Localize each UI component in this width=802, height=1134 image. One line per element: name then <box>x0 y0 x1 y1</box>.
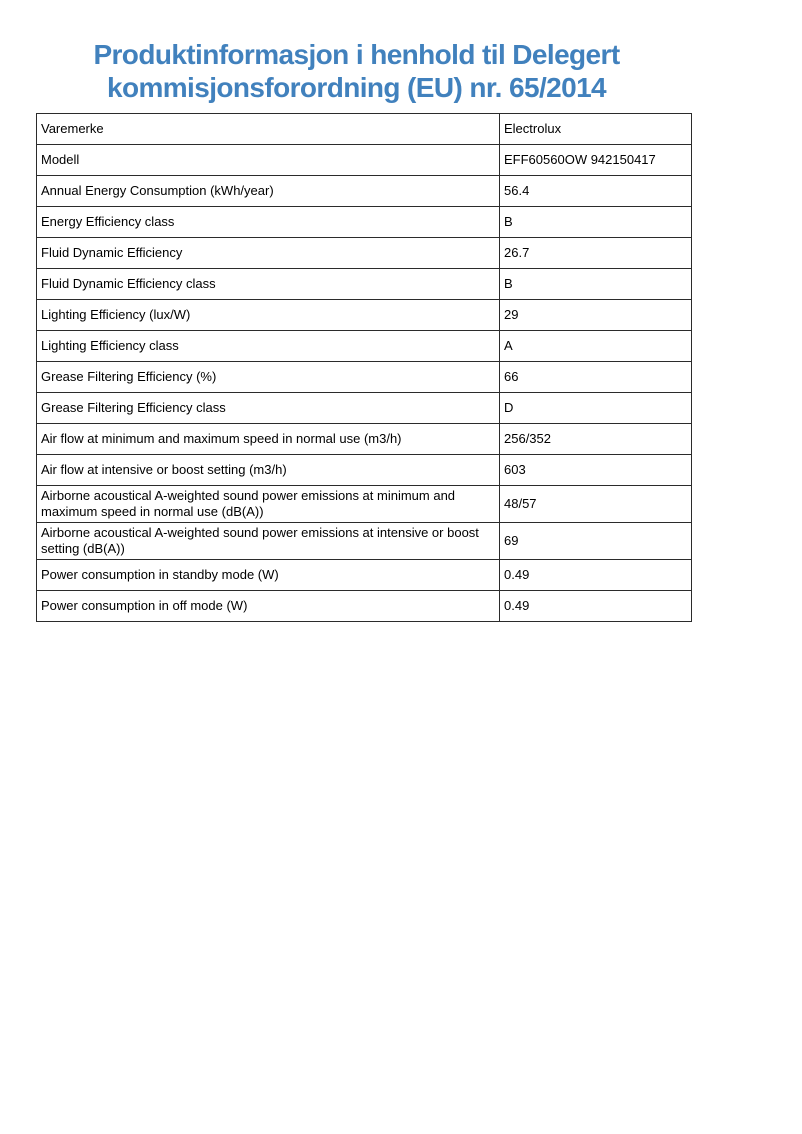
page-title-line2: kommisjonsforordning (EU) nr. 65/2014 <box>106 72 607 103</box>
table-row <box>37 176 692 207</box>
table-row <box>37 486 692 523</box>
spec-value-cell: 29 <box>500 300 692 331</box>
table-row <box>37 362 692 393</box>
spec-label-cell: Fluid Dynamic Efficiency <box>37 238 500 269</box>
spec-label-cell: Modell <box>37 145 500 176</box>
table-row <box>37 424 692 455</box>
spec-label-cell: Energy Efficiency class <box>37 207 500 238</box>
table-row <box>37 300 692 331</box>
spec-value-cell: 56.4 <box>500 176 692 207</box>
spec-label-cell: Fluid Dynamic Efficiency class <box>37 269 500 300</box>
spec-value-cell: EFF60560OW 942150417 <box>500 145 692 176</box>
spec-value-cell: 69 <box>500 523 692 560</box>
table-row <box>37 331 692 362</box>
spec-label-cell: Grease Filtering Efficiency class <box>37 393 500 424</box>
table-row <box>37 560 692 591</box>
table-row <box>37 114 692 145</box>
spec-label-cell: Air flow at minimum and maximum speed in normal use (m3/h) <box>37 424 500 455</box>
spec-label-cell: Air flow at intensive or boost setting (m3/h) <box>37 455 500 486</box>
spec-label-cell: Airborne acoustical A-weighted sound power emissions at intensive or boost setting (dB(A)) <box>37 523 500 560</box>
spec-label-cell: Airborne acoustical A-weighted sound power emissions at minimum and maximum speed in normal use (dB(A)) <box>37 486 500 523</box>
spec-value-cell: 66 <box>500 362 692 393</box>
table-row <box>37 269 692 300</box>
spec-value-cell: Electrolux <box>500 114 692 145</box>
spec-label-cell: Varemerke <box>37 114 500 145</box>
spec-value-cell: 256/352 <box>500 424 692 455</box>
spec-label-cell: Power consumption in standby mode (W) <box>37 560 500 591</box>
spec-label-cell: Power consumption in off mode (W) <box>37 591 500 622</box>
table-row <box>37 238 692 269</box>
page-title <box>36 0 677 104</box>
page-title-line1: Produktinformasjon i henhold til Delegert <box>93 39 620 70</box>
table-row <box>37 523 692 560</box>
spec-value-cell: A <box>500 331 692 362</box>
spec-value-cell: 603 <box>500 455 692 486</box>
product-spec-table-body <box>37 114 692 622</box>
table-row <box>37 455 692 486</box>
spec-value-cell: B <box>500 207 692 238</box>
product-spec-table <box>36 113 692 622</box>
spec-value-cell: 0.49 <box>500 591 692 622</box>
table-row <box>37 591 692 622</box>
spec-value-cell: 26.7 <box>500 238 692 269</box>
spec-value-cell: B <box>500 269 692 300</box>
spec-label-cell: Lighting Efficiency (lux/W) <box>37 300 500 331</box>
table-row <box>37 207 692 238</box>
table-row <box>37 393 692 424</box>
spec-label-cell: Grease Filtering Efficiency (%) <box>37 362 500 393</box>
spec-label-cell: Annual Energy Consumption (kWh/year) <box>37 176 500 207</box>
spec-label-cell: Lighting Efficiency class <box>37 331 500 362</box>
table-row <box>37 145 692 176</box>
spec-value-cell: D <box>500 393 692 424</box>
spec-value-cell: 48/57 <box>500 486 692 523</box>
spec-value-cell: 0.49 <box>500 560 692 591</box>
